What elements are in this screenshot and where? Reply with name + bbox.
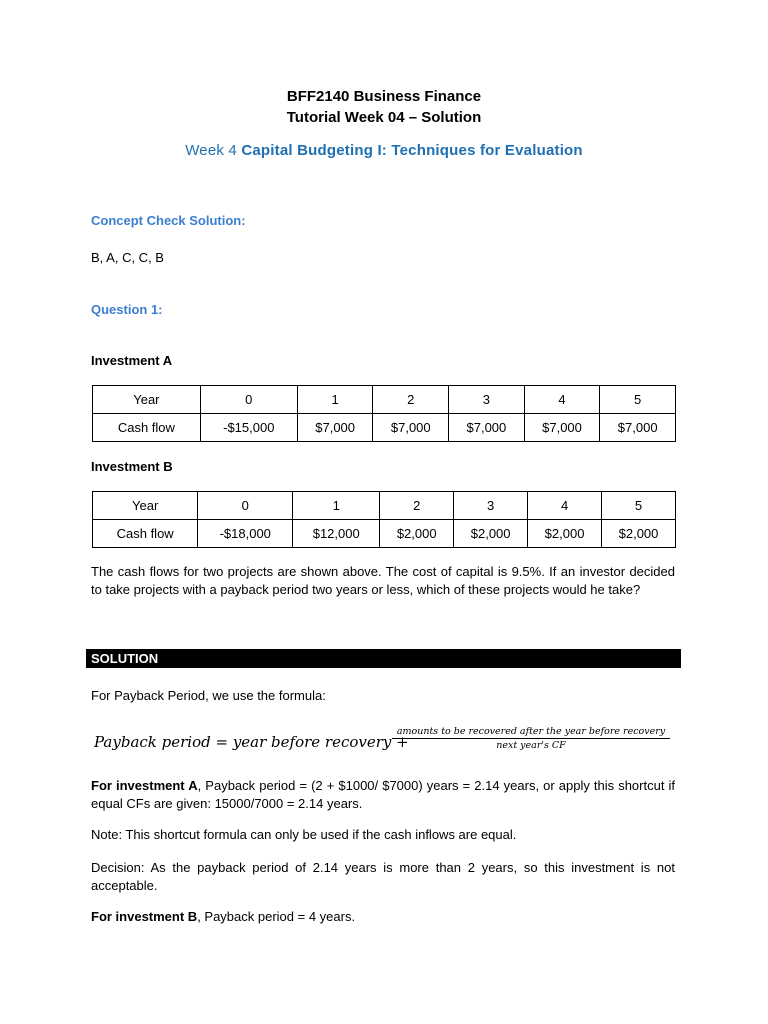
year-row <box>93 492 676 520</box>
payback-intro: For Payback Period, we use the formula: <box>91 688 326 703</box>
investment-a-table <box>92 385 676 442</box>
question-1-heading: Question 1: <box>91 302 163 317</box>
formula-lhs: Payback period = year before recovery + <box>94 733 409 751</box>
table-cell: Cash flow <box>93 414 201 442</box>
week-topic-heading <box>0 142 768 159</box>
table-cell: -$18,000 <box>198 520 293 548</box>
table-cell: $2,000 <box>454 520 528 548</box>
table-cell: $7,000 <box>297 414 373 442</box>
formula-fraction <box>392 726 670 751</box>
table-cell: Year <box>93 386 201 414</box>
investment-a-solution-text: , Payback period = (2 + $1000/ $7000) years = 2.14 years, or apply this shortcut if equal CFs are given: 15000/7000 = 2.14 years. <box>91 778 676 811</box>
table-cell: Year <box>93 492 198 520</box>
table-cell: $2,000 <box>528 520 602 548</box>
investment-b-solution <box>91 908 675 926</box>
year-row <box>93 386 676 414</box>
table-cell: $7,000 <box>373 414 449 442</box>
cash-flow-row <box>93 414 676 442</box>
table-cell: 3 <box>454 492 528 520</box>
investment-b-solution-text: , Payback period = 4 years. <box>197 909 356 924</box>
solution-banner <box>86 649 681 668</box>
table-cell: 4 <box>528 492 602 520</box>
topic-label: Capital Budgeting I: Techniques for Evaluation <box>241 142 583 159</box>
investment-b-solution-label: For investment B <box>91 909 198 924</box>
formula-numerator: amounts to be recovered after the year before recovery <box>392 726 670 739</box>
table-cell: $2,000 <box>602 520 676 548</box>
table-cell: 1 <box>293 492 380 520</box>
concept-check-heading: Concept Check Solution: <box>91 213 246 228</box>
table-cell: 0 <box>198 492 293 520</box>
table-cell: $7,000 <box>524 414 600 442</box>
table-cell: $2,000 <box>380 520 454 548</box>
concept-check-answers: B, A, C, C, B <box>91 250 164 265</box>
table-cell: 5 <box>602 492 676 520</box>
table-cell: Cash flow <box>93 520 198 548</box>
investment-b-table <box>92 491 676 548</box>
table-cell: -$15,000 <box>200 414 297 442</box>
table-cell: 4 <box>524 386 600 414</box>
table-cell: $12,000 <box>293 520 380 548</box>
cash-flow-row <box>93 520 676 548</box>
table-cell: 0 <box>200 386 297 414</box>
investment-a-solution-label: For investment A <box>91 778 198 793</box>
table-cell: $7,000 <box>600 414 676 442</box>
solution-banner-label: SOLUTION <box>91 651 159 666</box>
table-cell: $7,000 <box>449 414 525 442</box>
tutorial-title: Tutorial Week 04 – Solution <box>286 109 482 126</box>
table-cell: 1 <box>297 386 373 414</box>
shortcut-note: Note: This shortcut formula can only be used if the cash inflows are equal. <box>91 827 517 842</box>
investment-a-label: Investment A <box>91 353 173 368</box>
course-title: BFF2140 Business Finance <box>286 88 482 105</box>
investment-b-label: Investment B <box>91 459 173 474</box>
table-cell: 2 <box>380 492 454 520</box>
investment-a-solution <box>91 777 675 812</box>
week-label: Week 4 <box>185 142 237 159</box>
table-cell: 3 <box>449 386 525 414</box>
table-cell: 5 <box>600 386 676 414</box>
table-cell: 2 <box>373 386 449 414</box>
investment-a-decision: Decision: As the payback period of 2.14 years is more than 2 years, so this investment is not acceptable. <box>91 860 675 893</box>
question-prompt: The cash flows for two projects are shown above. The cost of capital is 9.5%. If an investor decided to take projects with a payback period two years or less, which of these projects would he take? <box>91 564 675 597</box>
formula-denominator: next year's CF <box>496 740 566 751</box>
